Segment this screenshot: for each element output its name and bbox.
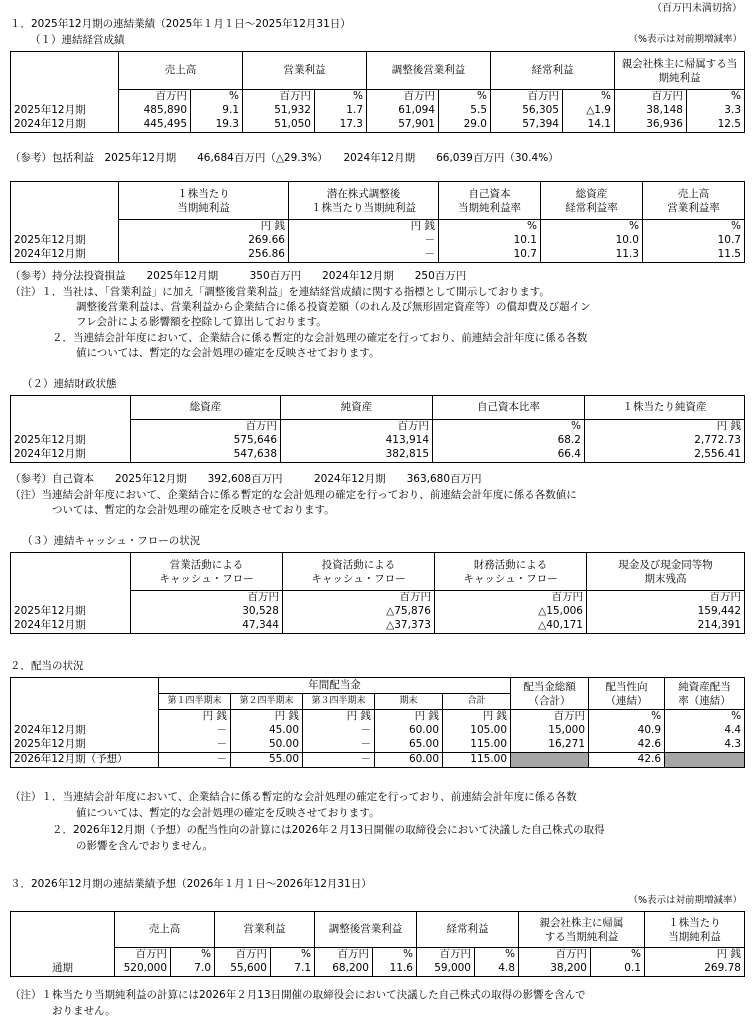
- header-payout-ratio: 配当性向 （連結）: [589, 678, 665, 710]
- unit-cell: %: [171, 948, 215, 963]
- value-cell: 159,442: [587, 605, 745, 619]
- header-year-end: 期末: [375, 694, 443, 710]
- header-ordinary-income: 経常利益: [417, 912, 519, 948]
- value-cell: －: [289, 234, 439, 248]
- row-label: 2024年12月期: [11, 248, 119, 263]
- note-line: 値については、暫定的な会計処理の確定を反映させております。: [76, 347, 380, 359]
- value-cell: 105.00: [443, 724, 511, 738]
- value-cell: 5.5: [439, 104, 491, 118]
- value-cell: 42.6: [589, 753, 665, 768]
- unit-cell: %: [563, 90, 615, 105]
- value-cell: 115.00: [443, 753, 511, 768]
- unit-cell: %: [687, 90, 745, 105]
- cash-flow-table: [10, 552, 745, 634]
- unit-cell: %: [591, 948, 645, 963]
- unit-cell: %: [439, 220, 541, 235]
- value-cell: 0.1: [591, 962, 645, 977]
- value-cell: 51,932: [243, 104, 315, 118]
- note-line: おりません。: [52, 1005, 116, 1017]
- header-total: 合計: [443, 694, 511, 710]
- header-equity-ratio: 自己資本比率: [433, 396, 585, 420]
- unit-note: （百万円未満切捨）: [652, 3, 742, 14]
- value-cell: 7.1: [271, 962, 315, 977]
- value-cell: 12.5: [687, 118, 745, 133]
- unit-cell: 円 銭: [585, 420, 745, 435]
- header-sales: 売上高: [119, 52, 243, 90]
- value-cell: 55.00: [231, 753, 303, 768]
- note-line: （注）当連結会計年度において、企業結合に係る暫定的な会計処理の確定を行っており、前連結会計年度に係る各数値に: [10, 489, 577, 501]
- row-label: 2024年12月期: [11, 118, 119, 133]
- value-cell: 56,305: [491, 104, 563, 118]
- unit-cell: %: [541, 220, 643, 235]
- unit-cell: 円 銭: [645, 948, 745, 963]
- note-line: 調整後営業利益は、営業利益から企業結合に係る投資差額（のれん及び無形固定資産等）の償却費及び超イン: [76, 301, 591, 313]
- row-label: 2025年12月期: [11, 104, 119, 118]
- header-bps: １株当たり純資産: [585, 396, 745, 420]
- header-annual-dividend: 年間配当金: [159, 678, 511, 694]
- header-sales: 売上高: [115, 912, 215, 948]
- value-cell: 256.86: [119, 248, 289, 263]
- value-cell: 11.3: [541, 248, 643, 263]
- header-total-dividend: 配当金総額 （合計）: [511, 678, 589, 710]
- value-cell: 269.78: [645, 962, 745, 977]
- value-cell: △15,006: [435, 605, 587, 619]
- value-cell: 60.00: [375, 753, 443, 768]
- unit-cell: 百万円: [315, 948, 373, 963]
- value-cell: 575,646: [131, 434, 281, 448]
- pct-note: （%表示は対前期増減率）: [628, 34, 742, 45]
- note-line: ２．当連結会計年度において、企業結合に係る暫定的な会計処理の確定を行っており、前連結会計年度に係る各数: [52, 332, 588, 344]
- subsection-2-title: （２）連結財政状態: [22, 378, 117, 390]
- dividend-table: [10, 677, 745, 768]
- unit-cell: 百万円: [519, 948, 591, 963]
- ref-equity-method: （参考）持分法投資損益 2025年12月期 350百万円 2024年12月期 250百万円: [10, 270, 467, 282]
- unit-cell: 百万円: [131, 420, 281, 435]
- value-cell: －: [303, 724, 375, 738]
- value-cell: 29.0: [439, 118, 491, 133]
- header-q1: 第１四半期末: [159, 694, 231, 710]
- value-cell: 445,495: [119, 118, 191, 133]
- unit-cell: 円 銭: [289, 220, 439, 235]
- value-cell: 11.5: [643, 248, 745, 263]
- value-cell: 51,050: [243, 118, 315, 133]
- header-roe: 自己資本 当期純利益率: [439, 182, 541, 220]
- unit-cell: 百万円: [115, 948, 171, 963]
- value-cell: 14.1: [563, 118, 615, 133]
- unit-cell: 百万円: [283, 591, 435, 606]
- value-cell: 40.9: [589, 724, 665, 738]
- note-line: の影響を含んでおりません。: [76, 840, 214, 852]
- header-net-income: 親会社株主に帰属する当期純利益: [615, 52, 745, 90]
- row-label: 2025年12月期: [11, 234, 119, 248]
- subsection-3-title: （３）連結キャッシュ・フローの状況: [22, 535, 201, 547]
- header-op-margin: 売上高 営業利益率: [643, 182, 745, 220]
- value-cell: －: [159, 724, 231, 738]
- unit-cell: 円 銭: [231, 710, 303, 725]
- row-label: [11, 694, 159, 710]
- unit-cell: 円 銭: [443, 710, 511, 725]
- header-roa: 総資産 経常利益率: [541, 182, 643, 220]
- value-cell: △37,373: [283, 619, 435, 634]
- unit-cell: 円 銭: [375, 710, 443, 725]
- pct-note: （%表示は対前期増減率）: [628, 895, 742, 906]
- value-cell: 10.7: [439, 248, 541, 263]
- value-cell: 4.4: [665, 724, 745, 738]
- row-label: 2025年12月期: [11, 738, 159, 753]
- unit-cell: 百万円: [587, 591, 745, 606]
- value-cell: 10.7: [643, 234, 745, 248]
- corner-cell: [11, 52, 119, 90]
- unit-cell: 百万円: [367, 90, 439, 105]
- row-label: 2024年12月期: [11, 724, 159, 738]
- value-cell: 15,000: [511, 724, 589, 738]
- value-cell: 547,638: [131, 448, 281, 463]
- value-cell: －: [159, 738, 231, 753]
- unit-cell: %: [643, 220, 745, 235]
- value-cell: △1.9: [563, 104, 615, 118]
- operating-results-table: [10, 51, 745, 133]
- header-cash-balance: 現金及び現金同等物 期末残高: [587, 553, 745, 591]
- corner-cell: [11, 912, 115, 948]
- header-financing-cf: 財務活動による キャッシュ・フロー: [435, 553, 587, 591]
- unit-cell: 百万円: [435, 591, 587, 606]
- forecast-table: [10, 911, 745, 977]
- value-cell: 47,344: [131, 619, 283, 634]
- corner-cell: [11, 182, 119, 220]
- header-doe: 純資産配当 率（連結）: [665, 678, 745, 710]
- value-cell: －: [303, 753, 375, 768]
- note-line: （注）１株当たり当期純利益の計算には2026年２月13日開催の取締役会において決議した自己株式の取得の影響を含んで: [10, 989, 586, 1001]
- header-adj-op-income: 調整後営業利益: [367, 52, 491, 90]
- value-cell: 413,914: [281, 434, 433, 448]
- value-cell: 7.0: [171, 962, 215, 977]
- row-label: [11, 710, 159, 725]
- value-cell: 1.7: [315, 104, 367, 118]
- header-total-assets: 総資産: [131, 396, 281, 420]
- value-cell: 214,391: [587, 619, 745, 634]
- value-cell: 36,936: [615, 118, 687, 133]
- header-adj-op-income: 調整後営業利益: [315, 912, 417, 948]
- unit-cell: 百万円: [511, 710, 589, 725]
- row-label: 2025年12月期: [11, 434, 131, 448]
- value-cell: △75,876: [283, 605, 435, 619]
- value-cell: 269.66: [119, 234, 289, 248]
- shaded-cell: [511, 753, 589, 768]
- value-cell: 38,148: [615, 104, 687, 118]
- shaded-cell: [665, 753, 745, 768]
- header-net-income: 親会社株主に帰属 する当期純利益: [519, 912, 645, 948]
- value-cell: 68,200: [315, 962, 373, 977]
- unit-cell: 百万円: [131, 591, 283, 606]
- value-cell: 11.6: [373, 962, 417, 977]
- row-label: 2024年12月期: [11, 448, 131, 463]
- unit-cell: %: [665, 710, 745, 725]
- unit-cell: %: [589, 710, 665, 725]
- corner-cell: [11, 678, 159, 694]
- value-cell: 4.8: [475, 962, 519, 977]
- header-diluted-eps: 潜在株式調整後 １株当たり当期純利益: [289, 182, 439, 220]
- note-line: フレ会計による影響額を控除して算出しております。: [76, 316, 327, 328]
- per-share-table: [10, 181, 745, 263]
- value-cell: 59,000: [417, 962, 475, 977]
- unit-cell: 百万円: [281, 420, 433, 435]
- unit-cell: 円 銭: [159, 710, 231, 725]
- corner-cell: [11, 553, 131, 591]
- header-q2: 第２四半期末: [231, 694, 303, 710]
- row-label: 通期: [11, 962, 115, 977]
- row-label: [11, 90, 119, 105]
- value-cell: 50.00: [231, 738, 303, 753]
- unit-cell: %: [191, 90, 243, 105]
- unit-cell: 百万円: [215, 948, 271, 963]
- header-net-assets: 純資産: [281, 396, 433, 420]
- value-cell: －: [289, 248, 439, 263]
- ref-equity: （参考）自己資本 2025年12月期 392,608百万円 2024年12月期 363,680百万円: [10, 473, 482, 485]
- value-cell: 65.00: [375, 738, 443, 753]
- value-cell: 485,890: [119, 104, 191, 118]
- header-op-income: 営業利益: [243, 52, 367, 90]
- value-cell: 57,901: [367, 118, 439, 133]
- value-cell: 16,271: [511, 738, 589, 753]
- value-cell: 68.2: [433, 434, 585, 448]
- note-line: （注）１．当社は、「営業利益」に加え「調整後営業利益」を連結経営成績に関する指標として開示しております。: [10, 286, 550, 298]
- note-line: ２．2026年12月期（予想）の配当性向の計算には2026年２月13日開催の取締役会において決議した自己株式の取得: [52, 824, 605, 836]
- value-cell: －: [159, 753, 231, 768]
- row-label: 2026年12月期（予想）: [11, 753, 159, 768]
- value-cell: 520,000: [115, 962, 171, 977]
- value-cell: 3.3: [687, 104, 745, 118]
- unit-cell: 百万円: [491, 90, 563, 105]
- value-cell: 30,528: [131, 605, 283, 619]
- header-q3: 第３四半期末: [303, 694, 375, 710]
- header-eps: １株当たり 当期純利益: [119, 182, 289, 220]
- value-cell: 66.4: [433, 448, 585, 463]
- row-label: [11, 420, 131, 435]
- note-line: ついては、暫定的な会計処理の確定を反映させております。: [52, 504, 335, 516]
- unit-cell: %: [475, 948, 519, 963]
- header-investing-cf: 投資活動による キャッシュ・フロー: [283, 553, 435, 591]
- value-cell: 17.3: [315, 118, 367, 133]
- value-cell: 61,094: [367, 104, 439, 118]
- value-cell: 4.3: [665, 738, 745, 753]
- value-cell: 38,200: [519, 962, 591, 977]
- value-cell: 45.00: [231, 724, 303, 738]
- value-cell: 55,600: [215, 962, 271, 977]
- ref-comprehensive-income: （参考）包括利益 2025年12月期 46,684百万円（△29.3%） 2024年12月期 66,039百万円（30.4%）: [10, 152, 559, 164]
- header-ordinary-income: 経常利益: [491, 52, 615, 90]
- row-label: 2024年12月期: [11, 619, 131, 634]
- header-eps: １株当たり 当期純利益: [645, 912, 745, 948]
- unit-cell: 百万円: [417, 948, 475, 963]
- value-cell: 2,772.73: [585, 434, 745, 448]
- unit-cell: %: [433, 420, 585, 435]
- value-cell: 60.00: [375, 724, 443, 738]
- value-cell: 2,556.41: [585, 448, 745, 463]
- note-line: （注）１．当連結会計年度において、企業結合に係る暫定的な会計処理の確定を行っており、前連結会計年度に係る各数: [10, 791, 577, 803]
- financial-position-table: [10, 395, 745, 463]
- value-cell: 42.6: [589, 738, 665, 753]
- value-cell: 382,815: [281, 448, 433, 463]
- value-cell: 10.1: [439, 234, 541, 248]
- corner-cell: [11, 396, 131, 420]
- row-label: [11, 220, 119, 235]
- unit-cell: 百万円: [119, 90, 191, 105]
- section-1-title: １．2025年12月期の連結業績（2025年１月１日～2025年12月31日）: [10, 18, 351, 30]
- unit-cell: 百万円: [615, 90, 687, 105]
- section-2-title: ２．配当の状況: [10, 660, 84, 672]
- unit-cell: 円 銭: [303, 710, 375, 725]
- note-line: 値については、暫定的な会計処理の確定を反映させております。: [76, 807, 380, 819]
- row-label: [11, 591, 131, 606]
- unit-cell: 円 銭: [119, 220, 289, 235]
- value-cell: 57,394: [491, 118, 563, 133]
- unit-cell: %: [315, 90, 367, 105]
- unit-cell: %: [271, 948, 315, 963]
- header-operating-cf: 営業活動による キャッシュ・フロー: [131, 553, 283, 591]
- unit-cell: %: [439, 90, 491, 105]
- header-op-income: 営業利益: [215, 912, 315, 948]
- subsection-1-title: （１）連結経営成績: [30, 34, 125, 46]
- value-cell: △40,171: [435, 619, 587, 634]
- value-cell: 115.00: [443, 738, 511, 753]
- unit-cell: 百万円: [243, 90, 315, 105]
- value-cell: 19.3: [191, 118, 243, 133]
- row-label: 2025年12月期: [11, 605, 131, 619]
- row-label: [11, 948, 115, 963]
- value-cell: －: [303, 738, 375, 753]
- section-3-title: ３．2026年12月期の連結業績予想（2026年１月１日～2026年12月31日）: [10, 878, 372, 890]
- value-cell: 9.1: [191, 104, 243, 118]
- unit-cell: %: [373, 948, 417, 963]
- value-cell: 10.0: [541, 234, 643, 248]
